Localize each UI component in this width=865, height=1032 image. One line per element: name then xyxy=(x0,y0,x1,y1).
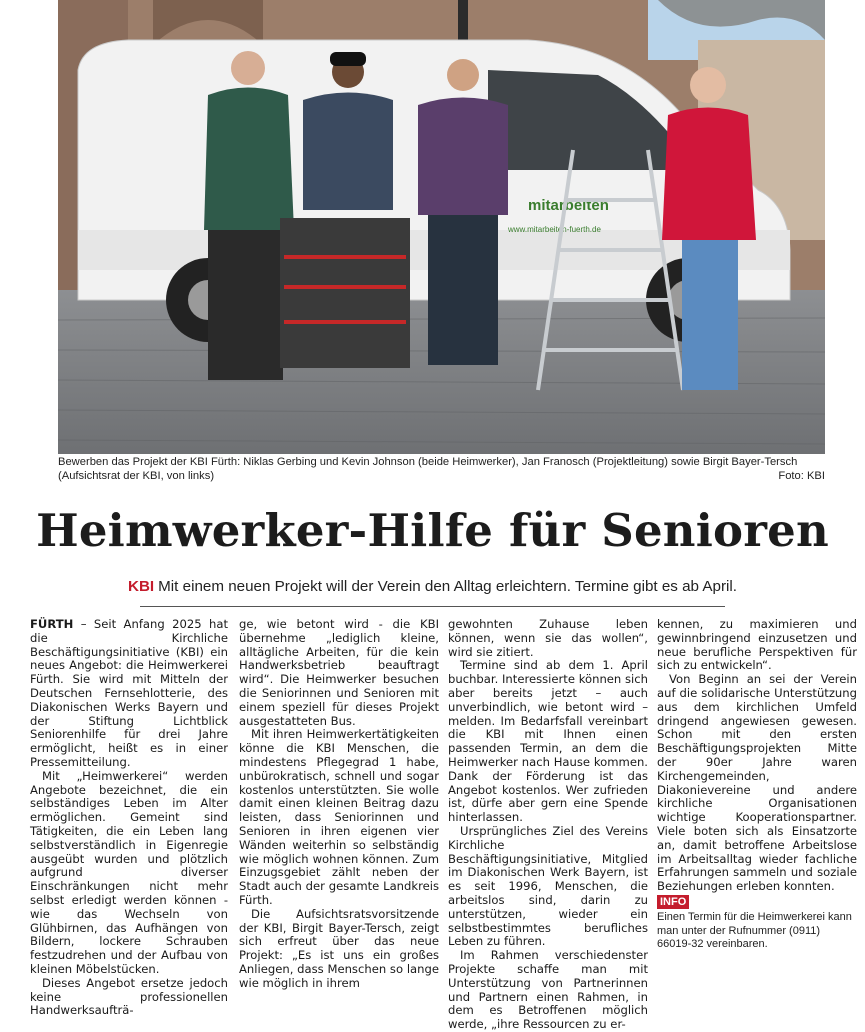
article-column-4 xyxy=(657,618,857,894)
paragraph: ge, wie betont wird - die KBI übernehme „lediglich kleine, alltägliche Arbeiten, für die kein Handwerksbetrieb beauftragt wird“. Die Heimwerker besuchen die Seniorinnen und Senioren mit einem speziell für dieses Projekt ausgestatteten Bus. xyxy=(239,617,439,728)
info-text: Einen Termin für die Heimwerkerei kann man unter der Rufnummer (0911) 66019-32 vereinbaren. xyxy=(657,911,852,950)
article-column-3 xyxy=(448,618,648,1032)
info-label: INFO xyxy=(657,895,689,909)
van-url: www.mitarbeiten-fuerth.de xyxy=(508,225,601,234)
paragraph: Mit „Heimwerkerei“ werden Angebote bezeichnet, die ein selbständiges Leben im Alter ermöglichen. Gemeint sind Tätigkeiten, die ein Leben lang selbstverständlich in Eigenregie ausgeübt wurden und plötzlich aufgrund diverser Einschränkungen nicht mehr selbst erledigt werden können - wie das Wechseln von Glühbirnen, das Aufhängen von Bildern, lockere Schrauben festzudrehen und der Aufbau von kleinen Möbelstücken. xyxy=(30,768,228,976)
photo-caption xyxy=(58,456,825,483)
van-logo: mitarbeiten xyxy=(528,197,609,214)
paragraph: Ursprüngliches Ziel des Vereins Kirchliche Beschäftigungsinitiative, Mitglied im Diakonischen Werk Bayern, ist es seit 1996, Menschen, die arbeitslos sind, darin zu unterstützen, wieder ein selbstbestimmtes berufliches Leben zu führen. xyxy=(448,823,648,949)
paragraph: Von Beginn an sei der Verein auf die solidarische Unterstützung aus dem kirchlichen Umfeld dringend angewiesen gewesen. Schon mit den ersten Beschäftigungsprojekten Mitte der 90er Jahre waren Kirchengemeinden, Diakonievereine und andere kirchliche Organisationen wichtige Kooperationspartner. Viele boten sich als Einsatzorte an, damit betroffene Arbeitslose im Arbeitsalltag wieder fachliche Erfahrungen sammeln und soziale Beziehungen erleben konnten. xyxy=(657,672,857,894)
paragraph: Termine sind ab dem 1. April buchbar. Interessierte können sich aber bereits jetzt – auch unverbindlich, wie betont wird – melden. Im Bedarfsfall vereinbart die KBI mit Ihnen einen passenden Termin, an dem die Heimwerker nach Hause kommen. Dank der Förderung ist das Angebot kostenlos. Wer zufrieden ist, dürfe aber gern eine Spende hinterlassen. xyxy=(448,658,648,825)
article-photo xyxy=(58,0,825,454)
subline-rule xyxy=(140,606,725,607)
paragraph: Im Rahmen verschiedenster Projekte schaffe man mit Unterstützung von Partnerinnen und Partnern einen Rahmen, in dem es Betroffenen möglich werde, „ihre Ressourcen zu er- xyxy=(448,948,648,1032)
paragraph: FÜRTH – Seit Anfang 2025 hat die Kirchliche Beschäftigungsinitiative (KBI) ein neues Angebot: die Heimwerkerei Fürth. Sie wird mit Mitteln der Deutschen Fernsehlotterie, des Diakonischen Werks Bayern und der Stiftung Lichtblick Seniorenhilfe für drei Jahre ermöglicht, heißt es in einer Pressemitteilung. xyxy=(30,617,228,769)
kicker: KBI xyxy=(128,578,155,595)
info-box xyxy=(657,895,857,952)
subline xyxy=(0,578,865,595)
paragraph: kennen, zu maximieren und gewinnbringend einzusetzen und neue berufliche Perspektiven für sich zu entwickeln“. xyxy=(657,617,857,673)
paragraph: gewohnten Zuhause leben können, wenn sie das wollen“, wird sie zitiert. xyxy=(448,617,648,659)
dateline: FÜRTH xyxy=(30,617,74,631)
subline-text: Mit einem neuen Projekt will der Verein den Alltag erleichtern. Termine gibt es ab April. xyxy=(158,578,737,595)
article-column-1 xyxy=(30,618,228,1018)
photo-illustration xyxy=(58,0,825,454)
headline: Heimwerker-Hilfe für Senioren xyxy=(36,504,829,557)
paragraph: Die Aufsichtsratsvorsitzende der KBI, Birgit Bayer-Tersch, zeigt sich erfreut über das neue Projekt: „Es ist uns ein großes Anliegen, dass Menschen so lange wie möglich in ihrem xyxy=(239,906,439,990)
photo-credit: Foto: KBI xyxy=(778,469,825,482)
caption-text: Bewerben das Projekt der KBI Fürth: Niklas Gerbing und Kevin Johnson (beide Heimwerker), Jan Franosch (Projektleitung) sowie Birgit Bayer-Tersch (Aufsichtsrat der KBI, von links) xyxy=(58,456,798,482)
paragraph: Mit ihren Heimwerkertätigkeiten könne die KBI Menschen, die mindestens Pflegegrad 1 habe, unbürokratisch, schnell und sogar kostenlos unterstützten. Sie wolle damit einen kleinen Beitrag dazu leisten, dass Seniorinnen und Senioren in ihren eigenen vier Wänden weiterhin so selbständig wie möglich wohnen können. Zum Einzugsgebiet zählt neben der Stadt auch der gesamte Landkreis Fürth. xyxy=(239,727,439,907)
article-column-2 xyxy=(239,618,439,991)
paragraph: Dieses Angebot ersetze jedoch keine professionellen Handwerksaufträ- xyxy=(30,975,228,1018)
